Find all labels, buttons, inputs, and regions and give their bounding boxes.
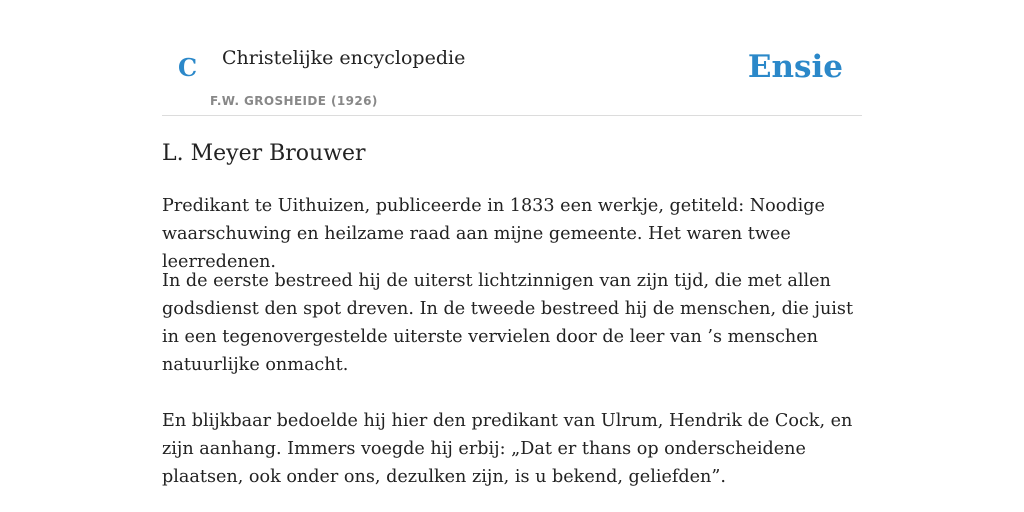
- entry-paragraph: In de eerste bestreed hij de uiterst lichtzinnigen van zijn tijd, die met allen godsdienst den spot dreven. In de tweede bestreed hij de menschen, die juist in een tegenovergestelde uiterste vervielen door de leer van ’s menschen natuurlijke onmacht.: [162, 271, 854, 375]
- brand-logo[interactable]: Ensie: [747, 49, 843, 85]
- book-logo[interactable]: C: [178, 53, 198, 82]
- book-author: F.W. GROSHEIDE (1926): [210, 94, 378, 108]
- book-title[interactable]: Christelijke encyclopedie: [222, 47, 466, 69]
- entry-title: L. Meyer Brouwer: [162, 141, 366, 166]
- page: [162, 0, 862, 512]
- entry-paragraph: En blijkbaar bedoelde hij hier den predikant van Ulrum, Hendrik de Cock, en zijn aanhang. Immers voegde hij erbij: „Dat er thans op onderscheidene plaatsen, ook onder ons, dezulken zijn, is u bekend, geliefden”.: [162, 411, 853, 487]
- header: [162, 0, 862, 116]
- entry-paragraph: Predikant te Uithuizen, publiceerde in 1833 een werkje, getiteld: Noodige waarschuwing en heilzame raad aan mijne gemeente. Het waren twee leerredenen.: [162, 196, 825, 272]
